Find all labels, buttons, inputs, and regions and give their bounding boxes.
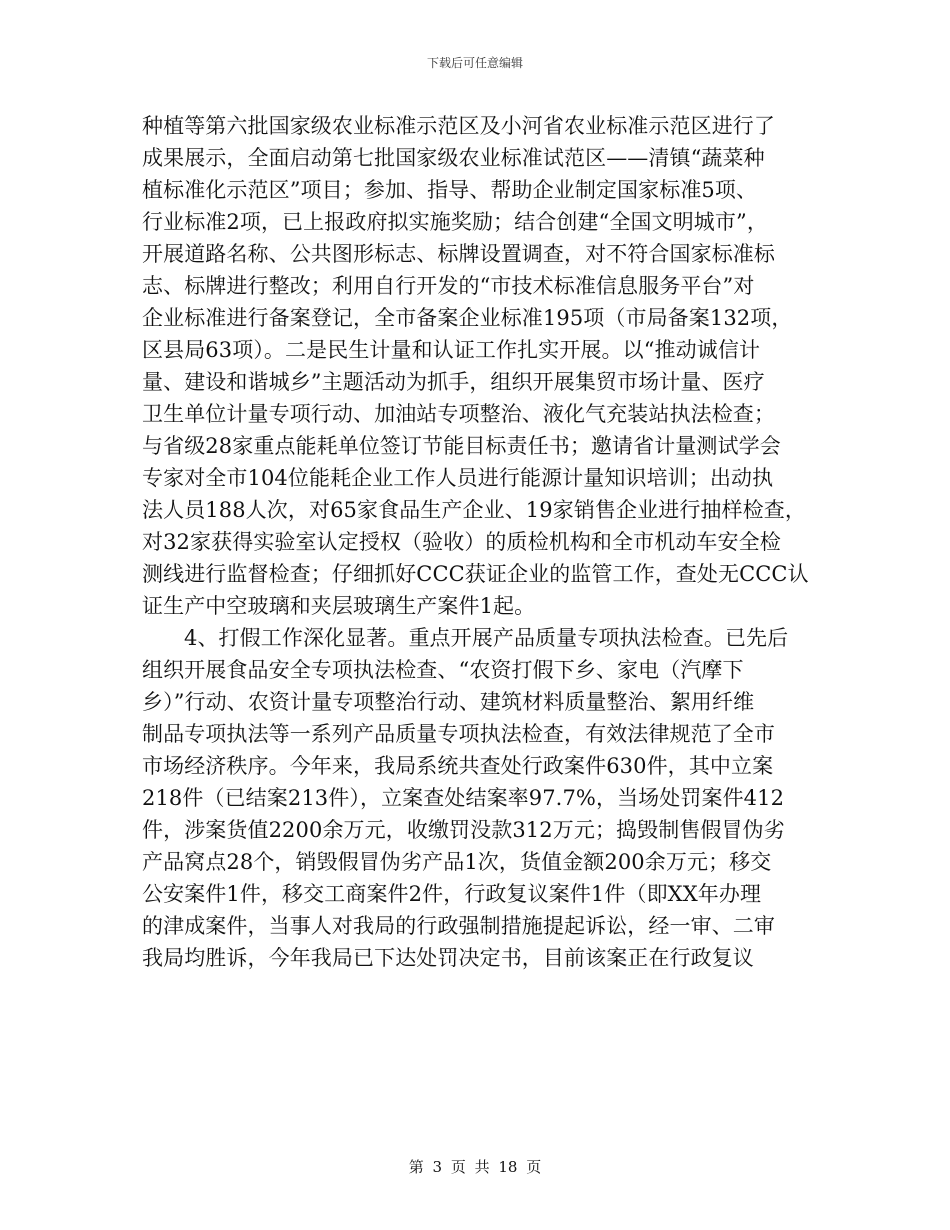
text-line: 的津成案件，当事人对我局的行政强制措施提起诉讼，经一审、二审 [142, 914, 775, 938]
text-line: 我局均胜诉，今年我局已下达处罚决定书，目前该案正在行政复议 [142, 946, 754, 970]
text-line: 乡）”行动、农资计量专项整治行动、建筑材料质量整治、絮用纤维 [142, 690, 755, 714]
text-line: 证生产中空玻璃和夹层玻璃生产案件1起。 [142, 594, 536, 618]
page-footer: 第 3 页 共 18 页 [408, 1158, 542, 1176]
text-line: 专家对全市104位能耗企业工作人员进行能源计量知识培训；出动执 [142, 466, 774, 490]
text-line: 公安案件1件，移交工商案件2件，行政复议案件1件（即XX年办理 [142, 882, 762, 906]
text-line: 开展道路名称、公共图形标志、标牌设置调查，对不符合国家标准标 [142, 242, 775, 266]
page-header: 下载后可任意编辑 [426, 56, 523, 70]
text-line: 成果展示，全面启动第七批国家级农业标准试范区——清镇“蔬菜种 [142, 146, 765, 170]
text-line: 制品专项执法等一系列产品质量专项执法检查，有效法律规范了全市 [142, 722, 775, 746]
text-line: 与省级28家重点能耗单位签订节能目标责任书；邀请省计量测试学会 [142, 434, 781, 458]
text-line: 区县局63项）。二是民生计量和认证工作扎实开展。以“推动诚信计 [142, 338, 761, 362]
text-line: 对32家获得实验室认定授权（验收）的质检机构和全市机动车安全检 [142, 530, 781, 554]
text-line: 企业标准进行备案登记，全市备案企业标准195项（市局备案132项， [142, 306, 793, 330]
text-line: 行业标准2项，已上报政府拟实施奖励；结合创建“全国文明城市”， [142, 210, 768, 234]
text-line: 植标准化示范区”项目；参加、指导、帮助企业制定国家标准5项、 [142, 178, 758, 202]
text-line: 卫生单位计量专项行动、加油站专项整治、液化气充装站执法检查； [142, 402, 775, 426]
text-line: 218件（已结案213件），立案查处结案率97.7%，当场处罚案件412 [142, 786, 785, 810]
text-line: 量、建设和谐城乡”主题活动为抓手，组织开展集贸市场计量、医疗 [142, 370, 765, 394]
text-line: 法人员188人次，对65家食品生产企业、19家销售企业进行抽样检查， [142, 498, 806, 522]
text-line: 种植等第六批国家级农业标准示范区及小河省农业标准示范区进行了 [142, 114, 775, 138]
text-line: 测线进行监督检查；仔细抓好CCC获证企业的监管工作，查处无CCC认 [142, 562, 809, 586]
paragraph-start-line: 4、打假工作深化显著。重点开展产品质量专项执法检查。已先后 [184, 626, 789, 650]
text-line: 市场经济秩序。今年来，我局系统共查处行政案件630件，其中立案 [142, 754, 774, 778]
text-line: 组织开展食品安全专项执法检查、“农资打假下乡、家电（汽摩下 [142, 658, 744, 682]
text-line: 件，涉案货值2200余万元，收缴罚没款312万元；捣毁制售假冒伪劣 [142, 818, 785, 842]
text-line: 产品窝点28个，销毁假冒伪劣产品1次，货值金额200余万元；移交 [142, 850, 772, 874]
document-body [142, 110, 822, 974]
text-line: 志、标牌进行整改；利用自行开发的“市技术标准信息服务平台”对 [142, 274, 755, 298]
